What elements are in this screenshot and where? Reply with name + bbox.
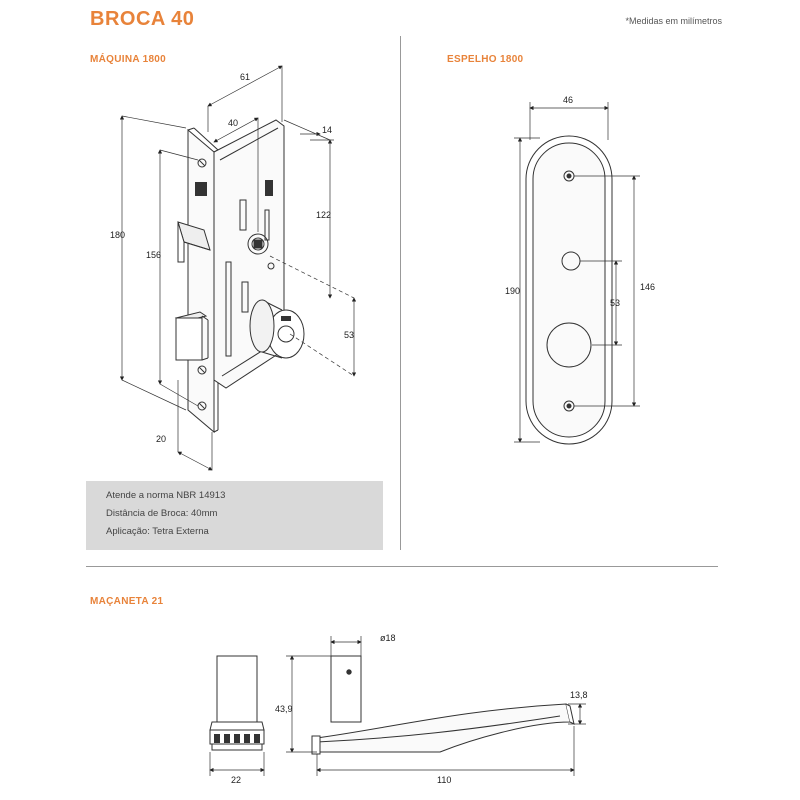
dim-40: 40 xyxy=(228,118,239,128)
section-title-espelho: ESPELHO 1800 xyxy=(447,54,524,65)
dim-53-maquina: 53 xyxy=(344,330,355,340)
dim-22: 22 xyxy=(231,775,242,785)
dim-13-8: 13,8 xyxy=(570,690,588,700)
dim-53-espelho: 53 xyxy=(610,298,621,308)
section-title-maquina: MÁQUINA 1800 xyxy=(90,54,167,65)
dim-20: 20 xyxy=(156,434,167,444)
dim-122: 122 xyxy=(316,210,332,220)
units-note: *Medidas em milímetros xyxy=(625,16,722,26)
mortise-lock-drawing xyxy=(176,120,304,432)
spec-aplicacao: Aplicação: Tetra Externa xyxy=(106,526,209,537)
section-title-macaneta: MAÇANETA 21 xyxy=(90,596,164,607)
page-title: BROCA 40 xyxy=(90,8,195,30)
dim-diameter-18: ø18 xyxy=(380,633,396,643)
dim-46: 46 xyxy=(563,95,574,105)
dim-61: 61 xyxy=(240,72,251,82)
dim-156: 156 xyxy=(146,250,162,260)
dim-110: 110 xyxy=(437,775,452,785)
spec-norma: Atende a norma NBR 14913 xyxy=(106,490,226,501)
dim-146: 146 xyxy=(640,282,656,292)
dim-180: 180 xyxy=(110,230,126,240)
lever-handle-drawing xyxy=(210,656,574,754)
spec-broca: Distância de Broca: 40mm xyxy=(106,508,218,519)
escutcheon-drawing xyxy=(526,136,612,444)
dim-43-9: 43,9 xyxy=(275,704,293,714)
dim-190: 190 xyxy=(505,286,521,296)
dim-14: 14 xyxy=(322,125,333,135)
